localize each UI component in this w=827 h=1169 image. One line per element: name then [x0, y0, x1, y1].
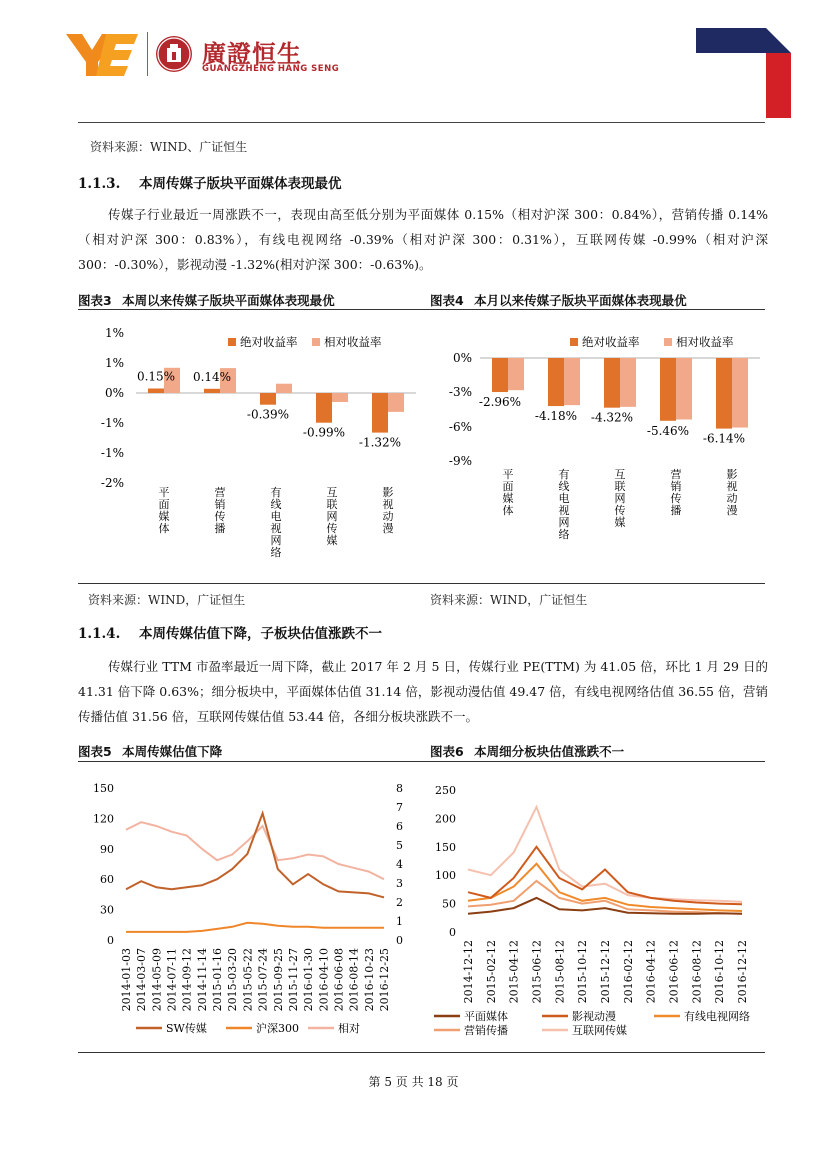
fig3-bar-1-3 — [260, 393, 276, 405]
fig3-bar-1-5 — [372, 393, 388, 433]
fig5-xtick-15: 2016-06-08 — [332, 948, 346, 1012]
ye-logo-icon — [66, 28, 138, 78]
fig5-legend-label-3: 相对 — [338, 1022, 360, 1035]
fig6-xtick-6: 2015-10-12 — [576, 940, 590, 1004]
fig3-bar-2-5 — [388, 393, 404, 412]
fig4-bar-1-5 — [716, 358, 732, 429]
fig5-xtick-17: 2016-10-23 — [362, 948, 376, 1012]
fig4-data-label-3: -4.32% — [590, 410, 634, 425]
fig5-xtick-12: 2015-11-27 — [286, 948, 300, 1012]
fig6-legend — [434, 1009, 750, 1037]
guangzheng-seal-icon — [156, 36, 192, 72]
fig5-xtick-7: 2015-01-16 — [211, 948, 225, 1012]
fig3-bar-1-4 — [316, 393, 332, 423]
fig6-xtick-5: 2015-08-12 — [553, 940, 567, 1004]
figure3-label: 图表3 — [78, 293, 112, 308]
fig5-xtick-9: 2015-05-22 — [241, 948, 255, 1012]
fig6-xtick-8: 2016-02-12 — [621, 940, 635, 1004]
fig3-bar-2-4 — [332, 393, 348, 402]
fig6-xtick-3: 2015-04-12 — [507, 940, 521, 1004]
fig5-xtick-10: 2015-07-24 — [256, 948, 270, 1012]
fig5-xtick-3: 2014-05-09 — [150, 948, 164, 1012]
fig6-xtick-7: 2015-12-12 — [599, 940, 612, 1004]
figure4-source: 资料来源：WIND，广证恒生 — [430, 593, 588, 607]
fig3-legend-label-1: 绝对收益率 — [240, 335, 298, 349]
section-114-title: 本周传媒估值下降，子板块估值涨跌不一 — [138, 626, 382, 642]
fig5-legend-label-1: SW传媒 — [166, 1022, 207, 1035]
fig4-bar-2-2 — [564, 358, 580, 405]
fig5-right-ytick-9: 0 — [396, 934, 403, 947]
section-114-number: 1.1.4. — [78, 626, 121, 642]
fig6-ytick-3: 150 — [435, 840, 456, 854]
fig6-xtick-4: 2015-06-12 — [530, 940, 544, 1004]
fig5-xtick-11: 2015-09-25 — [271, 948, 285, 1012]
fig6-legend-label-5: 互联网传媒 — [572, 1024, 627, 1037]
fig4-legend-swatch-1 — [570, 338, 578, 346]
section-114-heading — [78, 622, 382, 642]
figure6-title — [430, 742, 624, 760]
section-113-paragraph: 传媒子行业最近一周涨跌不一，表现由高至低分别为平面媒体 0.15%（相对沪深 300：0.84%），营销传播 0.14%（相对沪深 300：0.83%），有线电视网络 -0.39%（相对沪深 300：0.31%），互联网传媒 -0.99%（相对沪深 300：-0.30%），影视动漫 -1.32%(相对沪深 300：-0.63%)。 — [78, 207, 768, 272]
fig6-ytick-4: 100 — [435, 869, 456, 883]
figure-34-bottom-rule — [78, 583, 765, 584]
section-113-number: 1.1.3. — [78, 176, 121, 192]
fig4-bar-1-2 — [548, 358, 564, 406]
fig5-right-ytick-7: 2 — [396, 896, 403, 909]
section-114-paragraph: 传媒行业 TTM 市盈率最近一周下降，截止 2017 年 2 月 5 日，传媒行业 PE(TTM) 为 41.05 倍，环比 1 月 29 日的 41.31 倍下降 0.63%；细分板块中，平面媒体估值 31.14 倍，影视动漫估值 49.47 倍，有线电视网络估值 36.55 倍，营销传播估值 31.56 倍，互联网传媒估值 53.44 倍，各细分板块涨跌不一。 — [78, 659, 768, 724]
fig3-bar-1-1 — [148, 389, 164, 394]
fig4-bar-1-4 — [660, 358, 676, 421]
fig6-xtick-2: 2015-02-12 — [484, 940, 498, 1004]
fig4-category-label-5: 影视动漫 — [726, 468, 738, 517]
logo-english-name: GUANGZHENG HANG SENG — [202, 64, 340, 74]
fig3-category-label-5: 影视动漫 — [382, 486, 394, 535]
fig5-right-ytick-3: 6 — [396, 820, 403, 833]
fig3-ytick-2: 1% — [104, 356, 124, 370]
fig5-xtick-13: 2016-01-30 — [302, 948, 316, 1012]
fig5-left-ytick-4: 60 — [100, 873, 114, 887]
corner-decoration — [696, 28, 791, 118]
fig5-xticks — [120, 948, 391, 1011]
fig4-ytick-4: -9% — [448, 454, 472, 468]
fig5-xtick-4: 2014-07-11 — [165, 948, 179, 1012]
fig5-xtick-16: 2016-08-14 — [347, 948, 361, 1012]
figure-56-top-rule — [78, 761, 765, 762]
fig6-series-line-5 — [468, 807, 742, 902]
fig5-left-ytick-5: 30 — [100, 903, 114, 917]
fig3-data-label-3: -0.39% — [246, 407, 290, 422]
page-footer: 第 5 页 共 18 页 — [368, 1075, 459, 1089]
fig4-data-label-1: -2.96% — [478, 395, 522, 410]
logo-divider — [147, 32, 148, 76]
fig3-legend-label-2: 相对收益率 — [324, 335, 382, 349]
fig3-data-label-1: 0.15% — [136, 369, 176, 384]
fig6-legend-label-3: 有线电视网络 — [684, 1010, 750, 1023]
fig4-category-label-1: 平面媒体 — [502, 468, 514, 517]
fig4-bar-2-1 — [508, 358, 524, 390]
fig6-ytick-6: 0 — [449, 926, 456, 939]
fig6-yticks — [435, 784, 456, 939]
fig4-legend — [570, 335, 734, 349]
fig5-left-ytick-2: 120 — [93, 812, 114, 826]
section-113-title: 本周传媒子版块平面媒体表现最优 — [138, 176, 342, 192]
header-rule — [78, 122, 765, 123]
figure4-title — [430, 291, 687, 309]
fig3-category-label-2: 营销传播 — [214, 486, 226, 535]
fig6-ytick-2: 200 — [435, 812, 456, 826]
figure4-bar-chart — [430, 318, 765, 580]
figure5-title — [78, 742, 222, 760]
fig4-ytick-3: -6% — [448, 420, 472, 434]
fig4-category-label-4: 营销传播 — [670, 468, 682, 517]
fig5-xtick-8: 2015-03-20 — [226, 948, 240, 1012]
fig3-bar-2-3 — [276, 384, 292, 393]
fig3-ytick-5: -1% — [100, 446, 124, 460]
fig4-data-label-4: -5.46% — [646, 423, 690, 438]
fig6-xtick-1: 2014-12-12 — [462, 940, 475, 1004]
fig4-yticks — [449, 351, 472, 468]
fig4-bar-2-4 — [676, 358, 692, 420]
fig5-left-yticks — [93, 782, 114, 947]
fig3-data-label-2: 0.14% — [192, 369, 232, 384]
figure3-source: 资料来源：WIND，广证恒生 — [88, 593, 246, 607]
fig4-bar-1-3 — [604, 358, 620, 408]
fig4-bar-1-1 — [492, 358, 508, 392]
fig5-lines — [126, 813, 384, 932]
fig3-legend-swatch-1 — [228, 338, 236, 346]
fig6-xtick-9: 2016-04-12 — [644, 940, 658, 1004]
fig3-bars — [148, 368, 404, 433]
fig5-xtick-14: 2016-04-10 — [317, 948, 331, 1012]
fig3-legend — [228, 335, 382, 349]
fig5-xtick-5: 2014-09-12 — [180, 948, 194, 1012]
figure5-line-chart — [78, 770, 418, 1050]
fig6-legend-label-1: 平面媒体 — [464, 1010, 508, 1023]
fig5-right-ytick-5: 4 — [396, 858, 403, 871]
fig4-data-label-5: -6.14% — [702, 431, 746, 446]
fig5-right-ytick-4: 5 — [396, 839, 403, 852]
figure-56-bottom-rule — [78, 1052, 765, 1053]
fig4-bar-2-5 — [732, 358, 748, 428]
fig6-xtick-13: 2016-12-12 — [736, 940, 749, 1004]
figure4-title-text: 本月以来传媒子版块平面媒体表现最优 — [474, 293, 687, 308]
fig6-lines — [468, 807, 742, 914]
fig5-left-ytick-3: 90 — [100, 842, 114, 856]
figure6-line-chart — [430, 770, 765, 1050]
figure5-label: 图表5 — [78, 744, 112, 759]
figure5-title-text: 本周传媒估值下降 — [122, 744, 223, 759]
fig3-category-labels — [159, 485, 394, 559]
fig4-legend-swatch-2 — [664, 338, 672, 346]
figure-34-top-rule — [78, 309, 765, 310]
fig4-ytick-2: -3% — [448, 385, 472, 399]
fig6-ytick-1: 250 — [435, 784, 456, 797]
fig6-ytick-5: 50 — [442, 897, 456, 911]
fig3-data-label-5: -1.32% — [358, 435, 402, 450]
fig3-ytick-4: -1% — [100, 416, 124, 430]
fig3-yticks — [101, 326, 124, 490]
fig3-ytick-3: 0% — [104, 386, 124, 400]
figure4-label: 图表4 — [430, 293, 464, 308]
figure6-title-text: 本周细分板块估值涨跌不一 — [474, 744, 625, 759]
fig4-ytick-1: 0% — [452, 351, 472, 365]
fig5-legend — [136, 1021, 360, 1035]
section-113-heading — [78, 172, 341, 192]
fig6-xtick-11: 2016-08-12 — [690, 940, 704, 1004]
fig5-xtick-1: 2014-01-03 — [120, 948, 133, 1012]
fig3-data-label-4: -0.99% — [302, 425, 346, 440]
fig4-bar-2-3 — [620, 358, 636, 407]
fig5-right-ytick-2: 7 — [396, 801, 403, 814]
fig6-series-line-2 — [468, 847, 742, 904]
fig4-category-label-3: 互联网传媒 — [614, 468, 626, 529]
fig5-left-ytick-1: 150 — [93, 782, 114, 795]
fig3-category-label-4: 互联网传媒 — [326, 486, 338, 547]
figure3-bar-chart — [78, 318, 418, 580]
fig4-legend-label-1: 绝对收益率 — [582, 335, 640, 349]
figure3-title — [78, 291, 335, 309]
fig3-category-label-3: 有线电视网络 — [270, 486, 282, 559]
fig5-right-ytick-6: 3 — [396, 877, 403, 890]
fig6-legend-label-2: 影视动漫 — [572, 1010, 616, 1023]
logo-chinese-name: 廣證恒生 — [202, 40, 302, 68]
fig5-left-ytick-6: 0 — [107, 934, 114, 947]
fig5-series-line-2 — [126, 923, 384, 932]
fig5-legend-label-2: 沪深300 — [256, 1022, 299, 1035]
fig3-category-label-1: 平面媒体 — [158, 486, 170, 535]
fig5-series-line-1 — [126, 813, 384, 897]
fig4-category-label-2: 有线电视网络 — [558, 468, 570, 541]
fig5-xtick-2: 2014-03-07 — [135, 948, 149, 1012]
fig3-ytick-6: -2% — [100, 476, 124, 490]
figure3-title-text: 本周以来传媒子版块平面媒体表现最优 — [122, 293, 335, 308]
fig3-bar-1-2 — [204, 389, 220, 393]
fig6-xtick-12: 2016-10-12 — [713, 940, 727, 1004]
figure6-label: 图表6 — [430, 744, 464, 759]
fig6-xticks — [462, 940, 749, 1003]
fig5-right-ytick-1: 8 — [396, 782, 403, 795]
fig6-xtick-10: 2016-06-12 — [667, 940, 681, 1004]
fig5-xtick-6: 2014-11-14 — [195, 948, 209, 1012]
fig3-legend-swatch-2 — [312, 338, 320, 346]
fig5-xtick-18: 2016-12-25 — [378, 948, 391, 1012]
fig5-right-ytick-8: 1 — [396, 915, 403, 928]
source-note-top: 资料来源：WIND、广证恒生 — [90, 140, 248, 154]
fig6-legend-label-4: 营销传播 — [464, 1024, 508, 1037]
fig4-data-label-2: -4.18% — [534, 409, 578, 424]
fig5-right-yticks — [396, 782, 403, 947]
fig3-ytick-1: 1% — [104, 326, 124, 340]
fig4-category-labels — [503, 467, 738, 541]
fig4-legend-label-2: 相对收益率 — [676, 335, 734, 349]
